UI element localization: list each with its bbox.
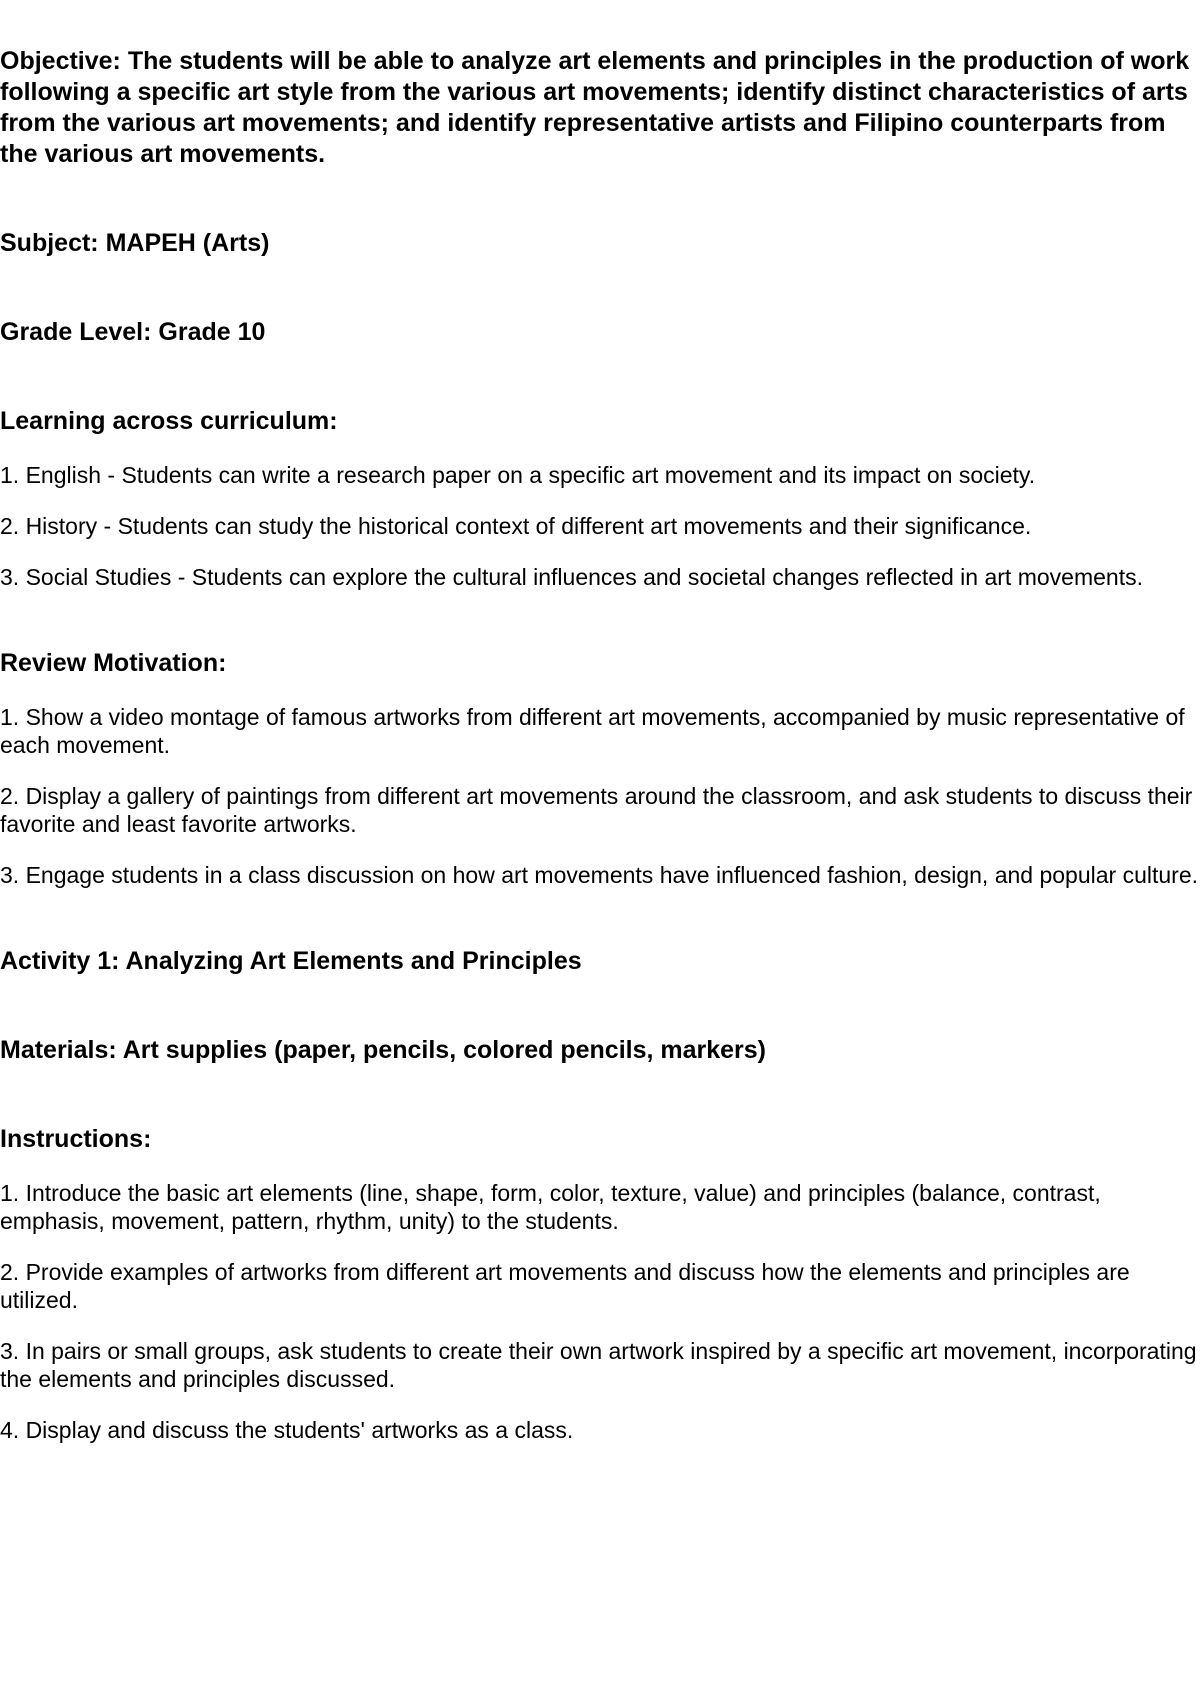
instruction-item-2: 2. Provide examples of artworks from different art movements and discuss how the elements and principles are utilized. xyxy=(0,1259,1130,1313)
learning-across-item-3: 3. Social Studies - Students can explore the cultural influences and societal changes reflected in art movements. xyxy=(0,564,1143,590)
learning-across-item-2: 2. History - Students can study the historical context of different art movements and their significance. xyxy=(0,513,1032,539)
learning-across-item-1: 1. English - Students can write a research paper on a specific art movement and its impact on society. xyxy=(0,462,1036,488)
review-motivation-heading: Review Motivation: xyxy=(0,649,227,677)
objective-text: Objective: The students will be able to analyze art elements and principles in the production of work following a specific art style from the various art movements; identify distinct characteristics of arts from the various art movements; and identify representative artists and Filipino counterparts from the various art movements. xyxy=(0,47,1190,168)
instruction-item-1: 1. Introduce the basic art elements (line, shape, form, color, texture, value) and principles (balance, contrast, emphasis, movement, pattern, rhythm, unity) to the students. xyxy=(0,1180,1101,1234)
review-motivation-item-2: 2. Display a gallery of paintings from different art movements around the classroom, and ask students to discuss their favorite and least favorite artworks. xyxy=(0,783,1193,837)
learning-across-heading: Learning across curriculum: xyxy=(0,407,338,435)
review-motivation-item-3: 3. Engage students in a class discussion on how art movements have influenced fashion, design, and popular culture. xyxy=(0,862,1199,888)
instruction-item-3: 3. In pairs or small groups, ask students to create their own artwork inspired by a specific art movement, incorporating the elements and principles discussed. xyxy=(0,1338,1197,1392)
activity-title: Activity 1: Analyzing Art Elements and Principles xyxy=(0,947,582,975)
materials-heading: Materials: Art supplies (paper, pencils, colored pencils, markers) xyxy=(0,1036,767,1064)
instruction-item-4: 4. Display and discuss the students' artworks as a class. xyxy=(0,1417,574,1443)
review-motivation-item-1: 1. Show a video montage of famous artworks from different art movements, accompanied by music representative of each movement. xyxy=(0,704,1185,758)
instructions-heading: Instructions: xyxy=(0,1125,152,1153)
document-content xyxy=(0,46,1200,1444)
subject-heading: Subject: MAPEH (Arts) xyxy=(0,229,270,257)
grade-level-heading: Grade Level: Grade 10 xyxy=(0,318,266,346)
